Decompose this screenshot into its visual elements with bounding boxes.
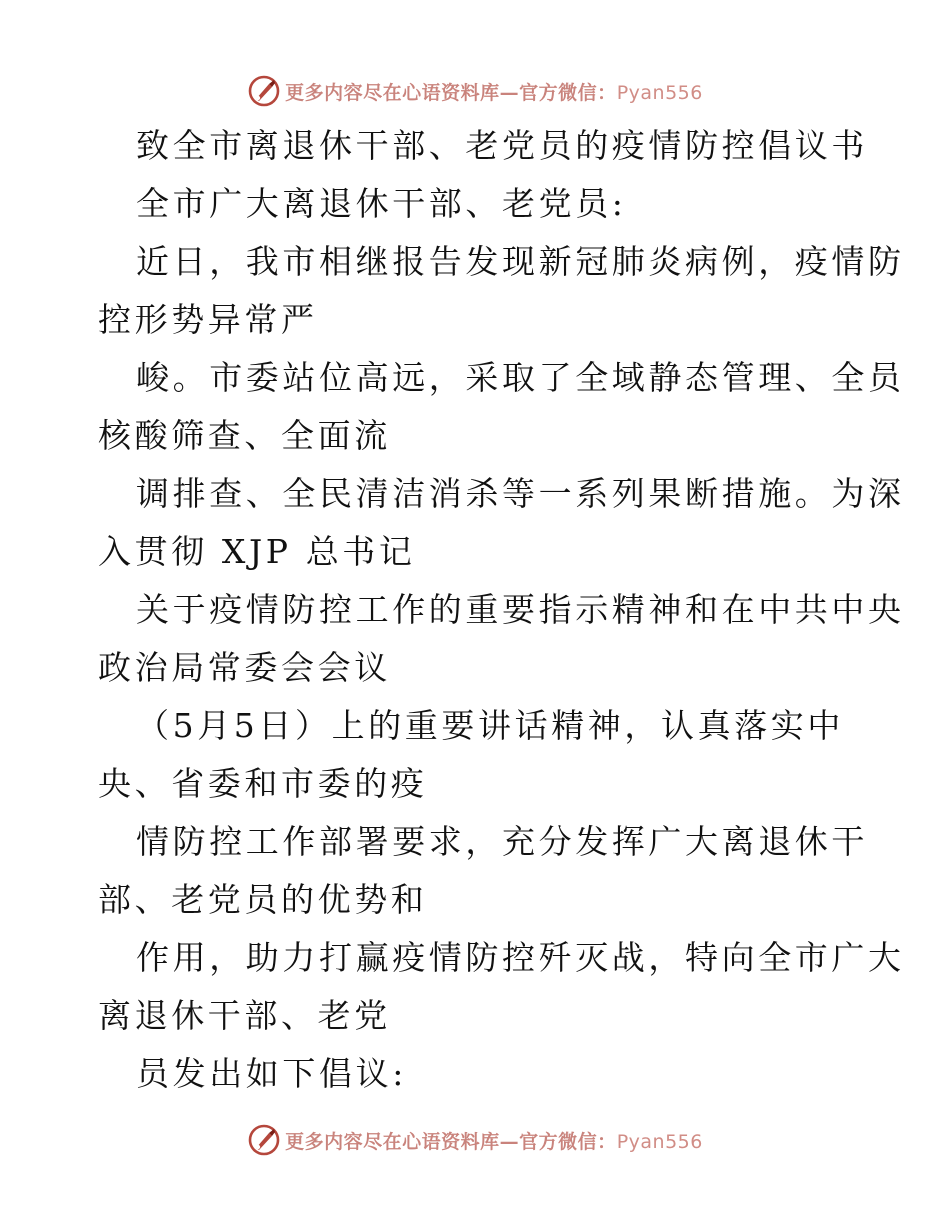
salutation: 全市广大离退休干部、老党员: [136,184,627,223]
paragraph-line: 部、老党员的优势和 [98,880,428,919]
document-title: 致全市离退休干部、老党员的疫情防控倡议书 [136,126,868,165]
watermark-dash: — [499,1130,520,1153]
paragraph-line: 央、省委和市委的疫 [98,764,428,803]
paragraph-line: 关于疫情防控工作的重要指示精神和在中共中央 [136,590,905,629]
paragraph-line: 离退休干部、老党 [98,996,391,1035]
paragraph-line: 作用，助力打赢疫情防控歼灭战，特向全市广大 [136,938,905,977]
watermark-brand: 更多内容尽在心语资料库 [285,81,500,104]
watermark-wechat-label: 官方微信： [519,1130,617,1153]
watermark-wechat-label: 官方微信： [519,81,617,104]
paragraph-line: 峻。市委站位高远，采取了全域静态管理、全员 [136,358,905,397]
watermark-dash: — [499,81,520,104]
footer-watermark [0,1120,950,1160]
paragraph-line: 调排查、全民清洁消杀等一系列果断措施。为深 [136,474,905,513]
header-watermark [0,71,950,111]
paragraph-line: 政治局常委会会议 [98,648,391,687]
paragraph-line: 情防控工作部署要求，充分发挥广大离退休干 [136,822,868,861]
watermark-brand: 更多内容尽在心语资料库 [285,1130,500,1153]
quill-seal-icon [247,1123,281,1157]
paragraph-line: 控形势异常严 [98,300,318,339]
paragraph-line: （5月5日）上的重要讲话精神，认真落实中 [136,706,844,745]
paragraph-line: 近日，我市相继报告发现新冠肺炎病例，疫情防 [136,242,905,281]
paragraph-line: 员发出如下倡议: [136,1054,407,1093]
watermark-wechat-id: Pyan556 [616,1130,703,1153]
paragraph-line: 入贯彻 XJP 总书记 [98,532,416,571]
watermark-wechat-id: Pyan556 [616,81,703,104]
quill-seal-icon [247,74,281,108]
paragraph-line: 核酸筛查、全面流 [98,416,391,455]
